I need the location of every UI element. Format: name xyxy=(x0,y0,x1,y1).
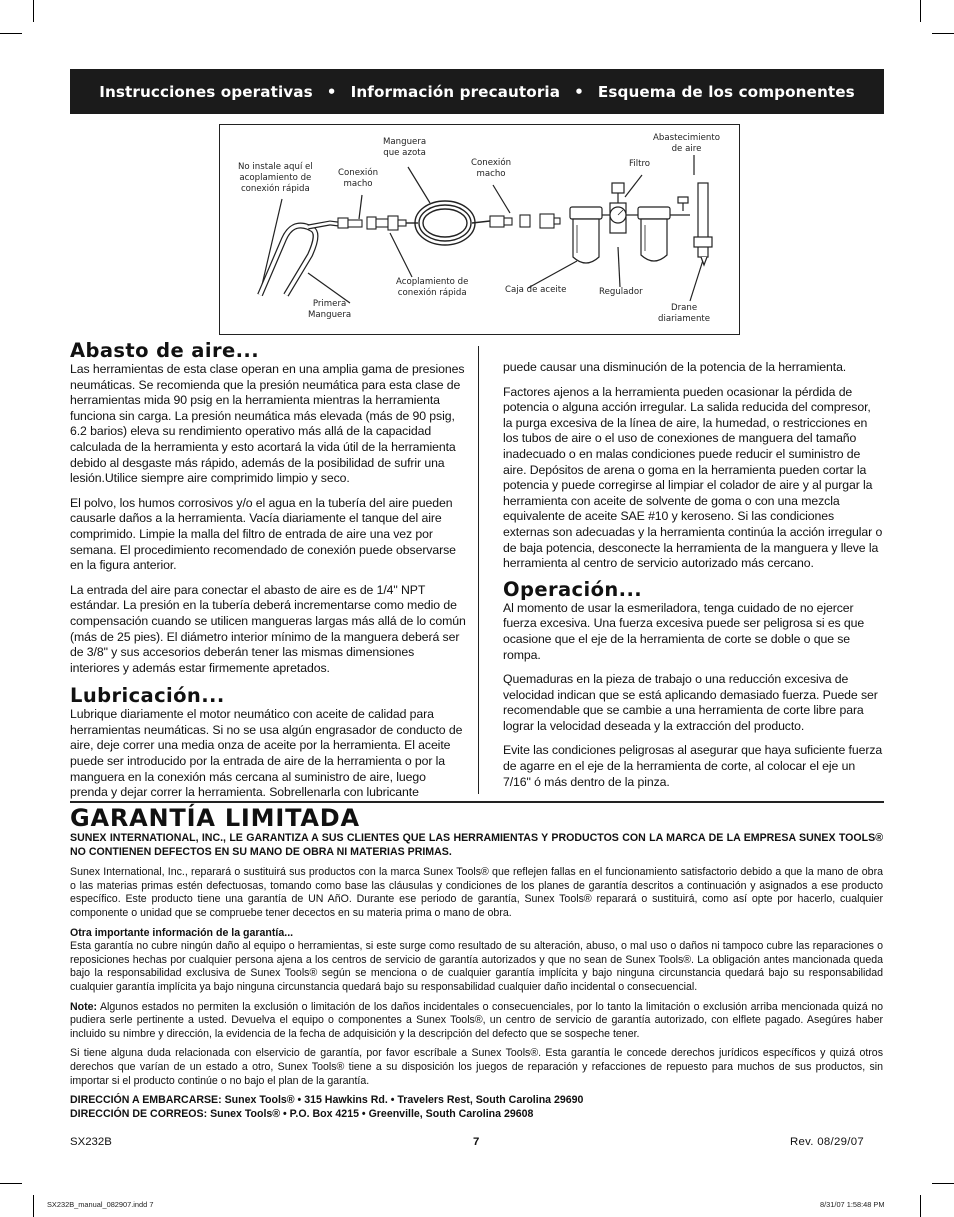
footer-revision: Rev. 08/29/07 xyxy=(790,1136,864,1148)
guarantee-title: GARANTÍA LIMITADA xyxy=(70,804,360,832)
paragraph: Al momento de usar la esmeriladora, tenga cuidado de no ejercer fuerza excesiva. Una fuerza excesiva puede ser peligrosa si es que ocasione que el eje de la herramienta de corte se doble o que se rompa. xyxy=(503,600,865,662)
paragraph: Quemaduras en la pieza de trabajo o una reducción excesiva de velocidad indican que se está aplicando demasiado fuerza. Puede ser recomendable que se cambie a una herramienta de corte libre para lograr la velocidad deseada y la extracción del producto. xyxy=(503,672,878,733)
label-regulador: Regulador xyxy=(599,287,643,297)
guarantee-note xyxy=(70,1001,883,1042)
crop-mark xyxy=(33,1195,34,1217)
header-item-instrucciones: Instrucciones operativas xyxy=(99,82,313,101)
slug-file: SX232B_manual_082907.indd 7 xyxy=(47,1200,154,1209)
header-banner xyxy=(70,69,884,114)
component-diagram xyxy=(219,124,740,335)
guarantee-rule xyxy=(70,801,884,803)
right-column xyxy=(503,360,883,799)
paragraph: Evite las condiciones peligrosas al asegurar que haya suficiente fuerza de agarre en el eje de la herramienta de corte, al colocar el eje un 7/16" ó más dentro de la pinza. xyxy=(503,743,883,789)
label-abastecimiento: Abastecimiento de aire xyxy=(653,133,720,154)
paragraph: Sunex International, Inc., reparará o sustituirá sus productos con la marca Sunex Tools® que reflejen fallas en el funcionamiento satisfactorio debido a que la mano de obra o las materias primas estén defectuosas, tomando como base las cláusulas y condiciones de los planes de garantía descritos a continuación y asignados a ese producto específico. Este producto tiene una garantía de UN AñO. Durante ese periodo de garantía, Sunex Tools® reparará o sustituirá, como así opte por hacerlo, cualquier componente o unidad que se compruebe tener decectos en su materia prima o mano de obra. xyxy=(70,866,883,919)
guarantee-subtitle: Otra importante información de la garantía... xyxy=(70,926,294,939)
label-caja-aceite: Caja de aceite xyxy=(505,285,567,295)
page-number: 7 xyxy=(473,1136,480,1148)
slug-date: 8/31/07 1:58:48 PM xyxy=(820,1200,885,1209)
label-acoplamiento: Acoplamiento de conexión rápida xyxy=(396,277,469,298)
header-separator: • xyxy=(574,82,584,101)
crop-mark xyxy=(932,33,954,34)
header-item-esquema: Esquema de los componentes xyxy=(597,82,855,101)
paragraph: Las herramientas de esta clase operan en una amplia gama de presiones neumáticas. Se recomienda que la presión neumática para esta clase de herramientas mida 90 psig en la herramienta mientras la herramienta funciona sin carga. La presión neumática más elevada (más de 90 psig, 6.2 barios) eleva su rendimiento operativo más allá de la capacidad calculada de la herramienta y esto acortará la vida útil de la herramienta debido al desgaste más rápido, además de la posibilidad de sufrir una lesión.Utilice siempre aire comprimido limpio y seco. xyxy=(70,362,465,486)
section-title-lubricacion: Lubricación... xyxy=(70,684,225,708)
paragraph: Lubrique diariamente el motor neumático con aceite de calidad para herramientas neumáticas. Si no se usa algún engrasador de conducto de aire, deje correr una media onza de aceite por la herramienta. El aceite puede ser introducido por la entrada de aire de la herramienta o por la manguera en la conexión más cercana al suministro de aire, luego prenda y dejar correr la herramienta. Sobrellenarla con lubricante xyxy=(70,707,463,800)
shipping-address: DIRECCIÓN A EMBARCARSE: Sunex Tools® • 315 Hawkins Rd. • Travelers Rest, South Carolina 29690 xyxy=(70,1094,584,1107)
mailing-address: DIRECCIÓN DE CORREOS: Sunex Tools® • P.O. Box 4215 • Greenville, South Carolina 29608 xyxy=(70,1107,534,1120)
crop-mark xyxy=(920,1195,921,1217)
label-conexion-macho-2: Conexión macho xyxy=(471,158,512,179)
paragraph: Esta garantía no cubre ningún daño al equipo o herramientas, si este surge como resultado de su alteración, abuso, o mal uso o daños ni tampoco cubre las reparaciones o reposiciones hechas por cualquier persona ajena a los centros de servicio de garantía autorizados y que no sean de Sunex Tools®. La obligación antes mancionada queda bajo la responsabilidad exclusiva de Sunex Tools® según se menciona o de cualquier garantía implícita y bajo ninguna circunstancia quedará bajo su responsabilidad cualquier garantía implícita ya bajo ninguna circunstancia quedará bajo su responsabilidad cualquier daño incidental o consecuencial. xyxy=(70,940,883,993)
paragraph: Factores ajenos a la herramienta pueden ocasionar la pérdida de potencia o alguna acción irregular. La salida reducida del compresor, la purga excesiva de la línea de aire, la humedad, o restricciones en los tubos de aire o el uso de conexiones de manguera del tamaño inadecuado o en malas condiciones puede reducir el suministro de aire. Depósitos de arena o goma en la herramienta pueden cortar la potencia y puede corregirse al limpiar el colador de aire y al purgar la herramienta con aceite de solvente de goma o con una mezcla equivalente de aceite SAE #10 y keroseno. Si las condiciones externas son adecuadas y la herramienta continúa la acción irregular o de baja potencia, desconecte la herramienta de la manguera y lleve la herramienta al centro de servicio autorizado más cercano. xyxy=(503,384,883,571)
header-item-informacion: Información precautoria xyxy=(350,82,561,101)
label-drane: Drane diariamente xyxy=(658,303,711,324)
crop-mark xyxy=(0,33,22,34)
paragraph: La entrada del aire para conectar el abasto de aire es de 1/4" NPT estándar. La presión en la tubería deberá incrementarse como medio de compensación cuando se utilicen mangueras largas más allá de lo común (más de 25 pies). El diámetro interior mínimo de la manguera deberá ser de 3/8" y sus accesorios deberán tener las mismas dimensiones interiores y además estar firmemente apretados. xyxy=(70,582,466,675)
label-filtro: Filtro xyxy=(629,159,651,169)
section-title-operacion: Operación... xyxy=(503,577,643,601)
column-divider xyxy=(478,346,479,794)
paragraph: puede causar una disminución de la potencia de la herramienta. xyxy=(503,360,847,374)
guarantee-intro: SUNEX INTERNATIONAL, INC., LE GARANTIZA A SUS CLIENTES QUE LAS HERRAMIENTAS Y PRODUCTOS CON LA MARCA DE LA EMPRESA SUNEX TOOLS® NO CONTIENEN DEFECTOS EN SU MANO DE OBRA NI MATERIAS PRIMAS. xyxy=(70,832,883,858)
guarantee-body xyxy=(70,832,883,1121)
note-label: Note: xyxy=(70,1000,98,1013)
label-conexion-macho-1: Conexión macho xyxy=(338,168,379,189)
footer-model: SX232B xyxy=(70,1136,112,1148)
label-primera-manguera: Primera Manguera xyxy=(308,299,352,320)
label-no-instale: No instale aquí el acoplamiento de conexión rápida xyxy=(238,162,313,194)
note-text: Algunos estados no permiten la exclusión o limitación de los daños incidentales o consecuenciales, por lo tanto la limitación o exclusión arriba mencionada quizá no pudiera serle pertinente a usted. Devuelva el equipo o componentes a Sunex Tools®, un centro de servicio de garantía autorizado, con elflete pagado. Asegúres haber incluido su nimbre y dirección, la evidencia de la fecha de adquisición y la descripción del defecto que se sospeche tener. xyxy=(70,1000,883,1040)
crop-mark xyxy=(920,0,921,22)
header-separator: • xyxy=(326,82,337,101)
left-column xyxy=(70,340,466,810)
paragraph: Si tiene alguna duda relacionada con elservicio de garantía, por favor escríbale a Sunex Tools®. Esta garantía le concede derechos jurídicos específicos y quizá otros derechos que varían de un estado a otro, Sunex Tools® tiene a su disposición los juegos de reparación y refacciones de repuesto para muchos de sus productos, sin importar si el producto continúe o no bajo el plan de la garantía. xyxy=(70,1047,883,1087)
paragraph: El polvo, los humos corrosivos y/o el agua en la tubería del aire pueden causarle daños a la herramienta. Vacía diariamente el tanque del aire comprimido. Limpie la malla del filtro de entrada de aire una vez por semana. El procedimiento recomendado de conexión puede observarse en la figura anterior. xyxy=(70,495,456,573)
crop-mark xyxy=(932,1183,954,1184)
crop-mark xyxy=(33,0,34,22)
section-title-abasto: Abasto de aire... xyxy=(70,339,260,362)
crop-mark xyxy=(0,1183,22,1184)
label-manguera-azota: Manguera que azota xyxy=(383,137,427,158)
